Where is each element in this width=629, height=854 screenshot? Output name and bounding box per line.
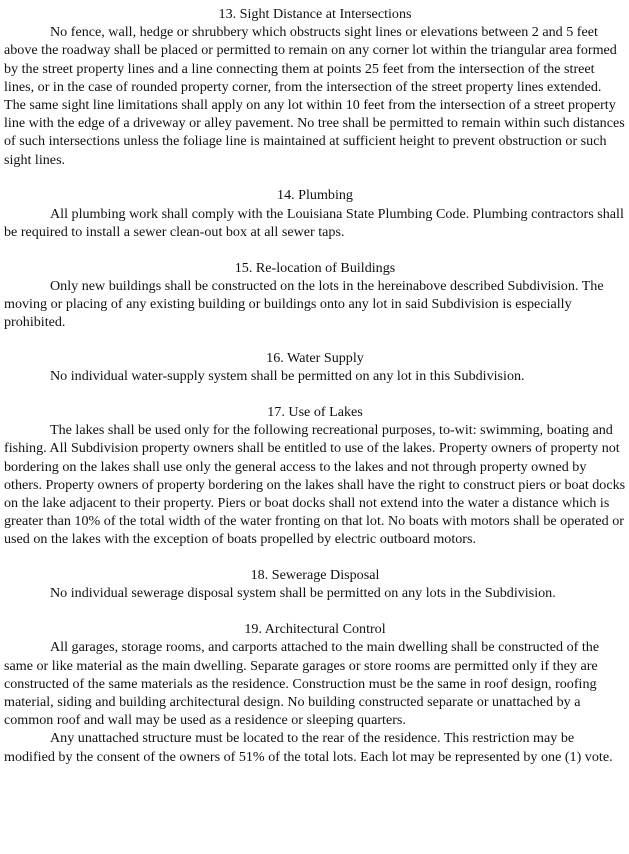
section-heading: 13. Sight Distance at Intersections: [218, 6, 412, 22]
section-18-sewerage-disposal: [4, 566, 626, 602]
section-heading: 16. Water Supply: [266, 350, 364, 367]
section-paragraph: No individual sewerage disposal system shall be permitted on any lots in the Subdivision.: [50, 585, 556, 602]
section-heading: 17. Use of Lakes: [267, 404, 363, 421]
section-19-architectural-control: [4, 620, 626, 766]
section-paragraph: All plumbing work shall comply with the Louisiana State Plumbing Code. Plumbing contractors shall be required to install a sewer clean-out box at all sewer taps.: [4, 205, 624, 240]
section-paragraph: Any unattached structure must be located to the rear of the residence. This restriction may be modified by the consent of the owners of 51% of the total lots. Each lot may be represented by one (1) vote.: [4, 730, 613, 765]
section-15-relocation-of-buildings: [4, 259, 626, 332]
section-heading: 18. Sewerage Disposal: [250, 567, 380, 584]
section-16-water-supply: [4, 349, 626, 385]
section-heading: 19. Architectural Control: [244, 621, 386, 638]
section-paragraph: No individual water-supply system shall be permitted on any lot in this Subdivision.: [50, 368, 525, 385]
section-heading: 15. Re-location of Buildings: [234, 259, 396, 276]
section-paragraph: The lakes shall be used only for the following recreational purposes, to-wit: swimming, boating and fishing. All Subdivision property owners shall be entitled to use of the lakes. Property owners of property not bordering on the lakes shall use only the general access to the lakes and not through property owned by others. Property owners of property bordering on the lakes shall have the right to construct piers or boat docks on the lake adjacent to their property. Piers or boat docks shall not extend into the water a distance which is greater than 10% of the total width of the water fronting on that lot. No boats with motors shall be operated or used on the lakes with the exception of boats propelled by electric outboard motors.: [4, 422, 626, 548]
section-paragraph: All garages, storage rooms, and carports attached to the main dwelling shall be constructed of the same or like material as the main dwelling. Separate garages or store rooms are permitted only if they are constructed of the same materials as the residence. Construction must be the same in roof design, roofing material, siding and building architectural design. No building constructed separate or unattached by a common roof and wall may be used as a residence or sleeping quarters.: [4, 639, 600, 729]
section-heading: 14. Plumbing: [277, 187, 353, 204]
section-17-use-of-lakes: [4, 403, 626, 549]
document-page: [4, 5, 626, 766]
section-paragraph: No fence, wall, hedge or shrubbery which obstructs sight lines or elevations between 2 and 5 feet above the roadway shall be placed or permitted to remain on any corner lot within the triangular area formed by the street property lines and a line connecting them at points 25 feet from the intersection of the street lines, or in the case of rounded property corner, from the intersection of the street property lines extended. The same sight line limitations shall apply on any lot within 10 feet from the intersection of a street property line with the edge of a driveway or alley pavement. No tree shall be permitted to remain within such distances of such intersections unless the foliage line is maintained at sufficient height to prevent obstruction or such sight lines.: [4, 24, 625, 168]
section-paragraph: Only new buildings shall be constructed on the lots in the hereinabove described Subdivision. The moving or placing of any existing building or buildings onto any lot in said Subdivision is especially prohibited.: [4, 277, 604, 331]
section-13-sight-distance: [4, 5, 626, 169]
section-14-plumbing: [4, 186, 626, 241]
